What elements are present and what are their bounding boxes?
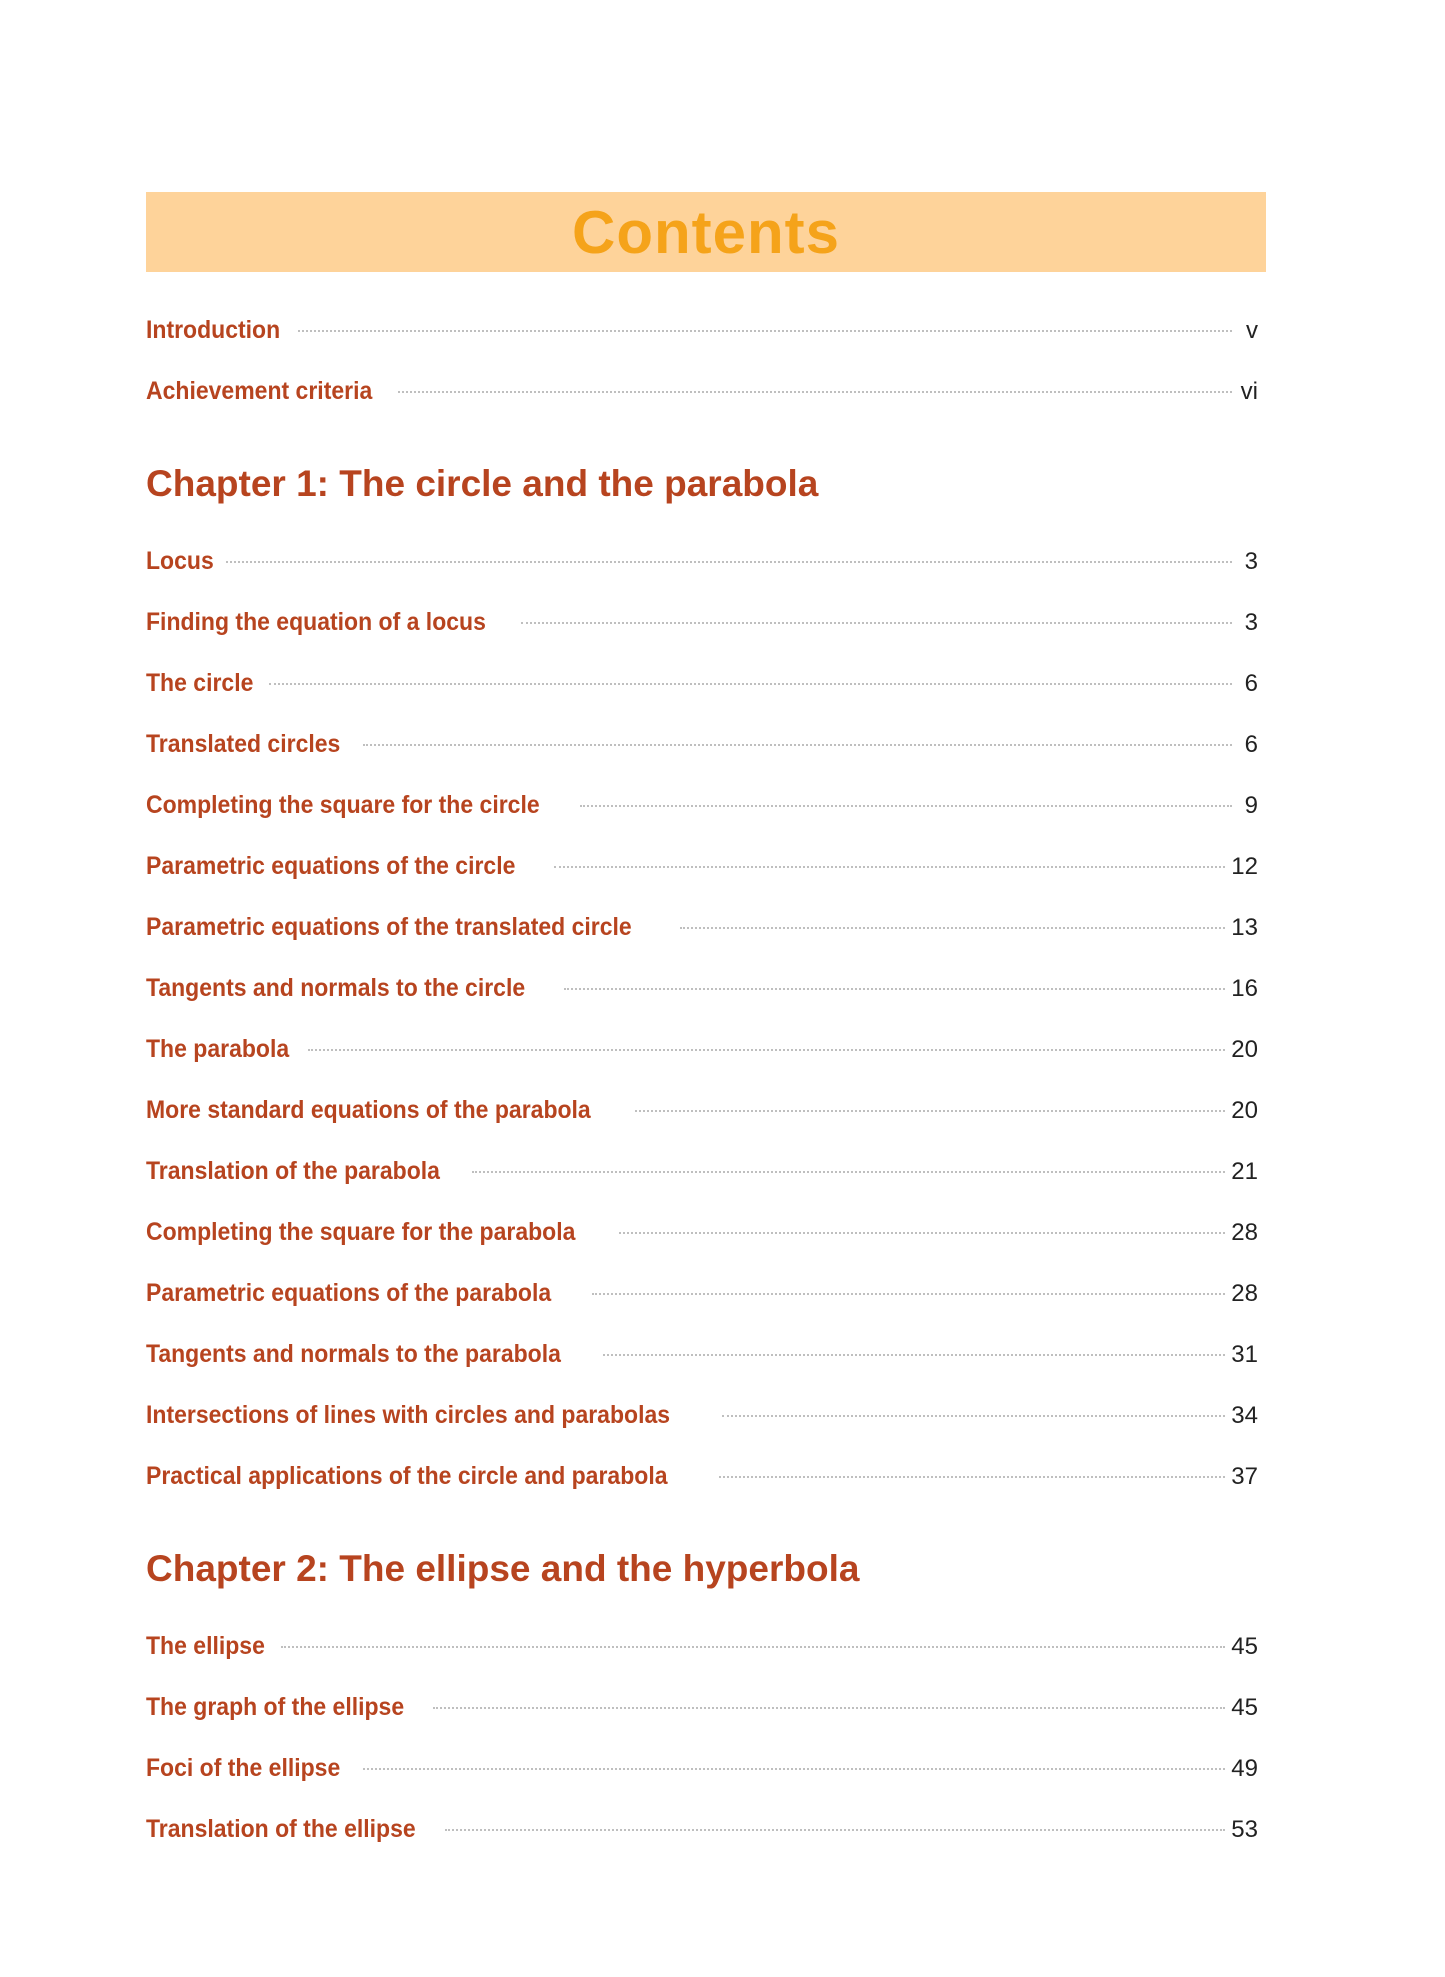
chapter-1-heading-wrap [146, 422, 1258, 531]
toc-entry[interactable] [146, 300, 1258, 361]
entry-label: Parametric equations of the circle [146, 852, 516, 880]
toc-entry[interactable] [146, 592, 1258, 653]
dot-leader [635, 1110, 1225, 1112]
dot-leader [398, 391, 1232, 393]
chapter-2-heading-wrap [146, 1507, 1258, 1616]
entry-page: 16 [1231, 975, 1258, 1002]
entry-label: Tangents and normals to the parabola [146, 1340, 561, 1368]
toc-entry[interactable] [146, 1616, 1258, 1677]
entry-label: More standard equations of the parabola [146, 1096, 591, 1124]
entry-page: 31 [1231, 1341, 1258, 1368]
chapter-1-entries [146, 531, 1258, 1507]
entry-label: Translation of the parabola [146, 1157, 440, 1185]
front-matter-section [146, 300, 1258, 422]
entry-page: 53 [1231, 1816, 1258, 1843]
entry-page: 9 [1244, 792, 1258, 819]
entry-label: Locus [146, 547, 214, 575]
dot-leader [564, 988, 1225, 990]
dot-leader [363, 1768, 1225, 1770]
entry-page: 3 [1244, 548, 1258, 575]
dot-leader [580, 805, 1232, 807]
entry-page: 45 [1231, 1633, 1258, 1660]
dot-leader [554, 866, 1226, 868]
entry-label: Intersections of lines with circles and parabolas [146, 1401, 671, 1429]
toc-entry[interactable] [146, 361, 1258, 422]
entry-page: 21 [1231, 1158, 1258, 1185]
entry-page: 28 [1231, 1280, 1258, 1307]
entry-page: 6 [1244, 670, 1258, 697]
entry-label: Completing the square for the circle [146, 791, 540, 819]
entry-page: 13 [1231, 914, 1258, 941]
dot-leader [719, 1476, 1225, 1478]
dot-leader [472, 1171, 1226, 1173]
entry-label: Practical applications of the circle and parabola [146, 1462, 668, 1490]
toc-entry[interactable] [146, 1263, 1258, 1324]
entry-label: Tangents and normals to the circle [146, 974, 526, 1002]
toc-entry[interactable] [146, 897, 1258, 958]
entry-label: Introduction [146, 316, 281, 344]
entry-label: The parabola [146, 1035, 290, 1063]
dot-leader [603, 1354, 1225, 1356]
table-of-contents [146, 300, 1258, 1860]
entry-label: Completing the square for the parabola [146, 1218, 576, 1246]
entry-page: 34 [1231, 1402, 1258, 1429]
dot-leader [680, 927, 1225, 929]
chapter-2-entries [146, 1616, 1258, 1860]
chapter-2-heading: Chapter 2: The ellipse and the hyperbola [146, 1548, 860, 1589]
dot-leader [308, 1049, 1226, 1051]
dot-leader [298, 330, 1232, 332]
entry-page: 28 [1231, 1219, 1258, 1246]
toc-entry[interactable] [146, 1385, 1258, 1446]
entry-label: Parametric equations of the translated circle [146, 913, 632, 941]
dot-leader [592, 1293, 1225, 1295]
entry-page: 12 [1231, 853, 1258, 880]
entry-label: Finding the equation of a locus [146, 608, 486, 636]
toc-entry[interactable] [146, 1677, 1258, 1738]
entry-page: 37 [1231, 1463, 1258, 1490]
toc-entry[interactable] [146, 653, 1258, 714]
entry-page: 6 [1244, 731, 1258, 758]
toc-entry[interactable] [146, 1141, 1258, 1202]
entry-label: Foci of the ellipse [146, 1754, 341, 1782]
dot-leader [269, 683, 1232, 685]
toc-entry[interactable] [146, 1799, 1258, 1860]
dot-leader [619, 1232, 1226, 1234]
toc-entry[interactable] [146, 775, 1258, 836]
entry-label: Achievement criteria [146, 377, 373, 405]
page-title: Contents [572, 198, 840, 266]
entry-page: vi [1240, 378, 1258, 405]
dot-leader [226, 561, 1232, 563]
dot-leader [281, 1646, 1225, 1648]
toc-entry[interactable] [146, 1738, 1258, 1799]
entry-page: 49 [1231, 1755, 1258, 1782]
toc-entry[interactable] [146, 958, 1258, 1019]
entry-label: The graph of the ellipse [146, 1693, 405, 1721]
toc-entry[interactable] [146, 836, 1258, 897]
entry-page: 20 [1231, 1036, 1258, 1063]
chapter-1-heading: Chapter 1: The circle and the parabola [146, 463, 819, 504]
toc-entry[interactable] [146, 531, 1258, 592]
entry-label: The circle [146, 669, 254, 697]
dot-leader [363, 744, 1232, 746]
entry-label: Parametric equations of the parabola [146, 1279, 552, 1307]
contents-banner [146, 192, 1266, 272]
dot-leader [445, 1829, 1225, 1831]
toc-entry[interactable] [146, 1324, 1258, 1385]
entry-page: 45 [1231, 1694, 1258, 1721]
toc-entry[interactable] [146, 1080, 1258, 1141]
toc-entry[interactable] [146, 1019, 1258, 1080]
toc-entry[interactable] [146, 714, 1258, 775]
dot-leader [433, 1707, 1226, 1709]
entry-page: 20 [1231, 1097, 1258, 1124]
entry-page: 3 [1244, 609, 1258, 636]
entry-page: v [1246, 317, 1258, 344]
dot-leader [722, 1415, 1226, 1417]
dot-leader [521, 622, 1232, 624]
entry-label: Translation of the ellipse [146, 1815, 416, 1843]
toc-entry[interactable] [146, 1446, 1258, 1507]
toc-entry[interactable] [146, 1202, 1258, 1263]
entry-label: The ellipse [146, 1632, 265, 1660]
entry-label: Translated circles [146, 730, 341, 758]
